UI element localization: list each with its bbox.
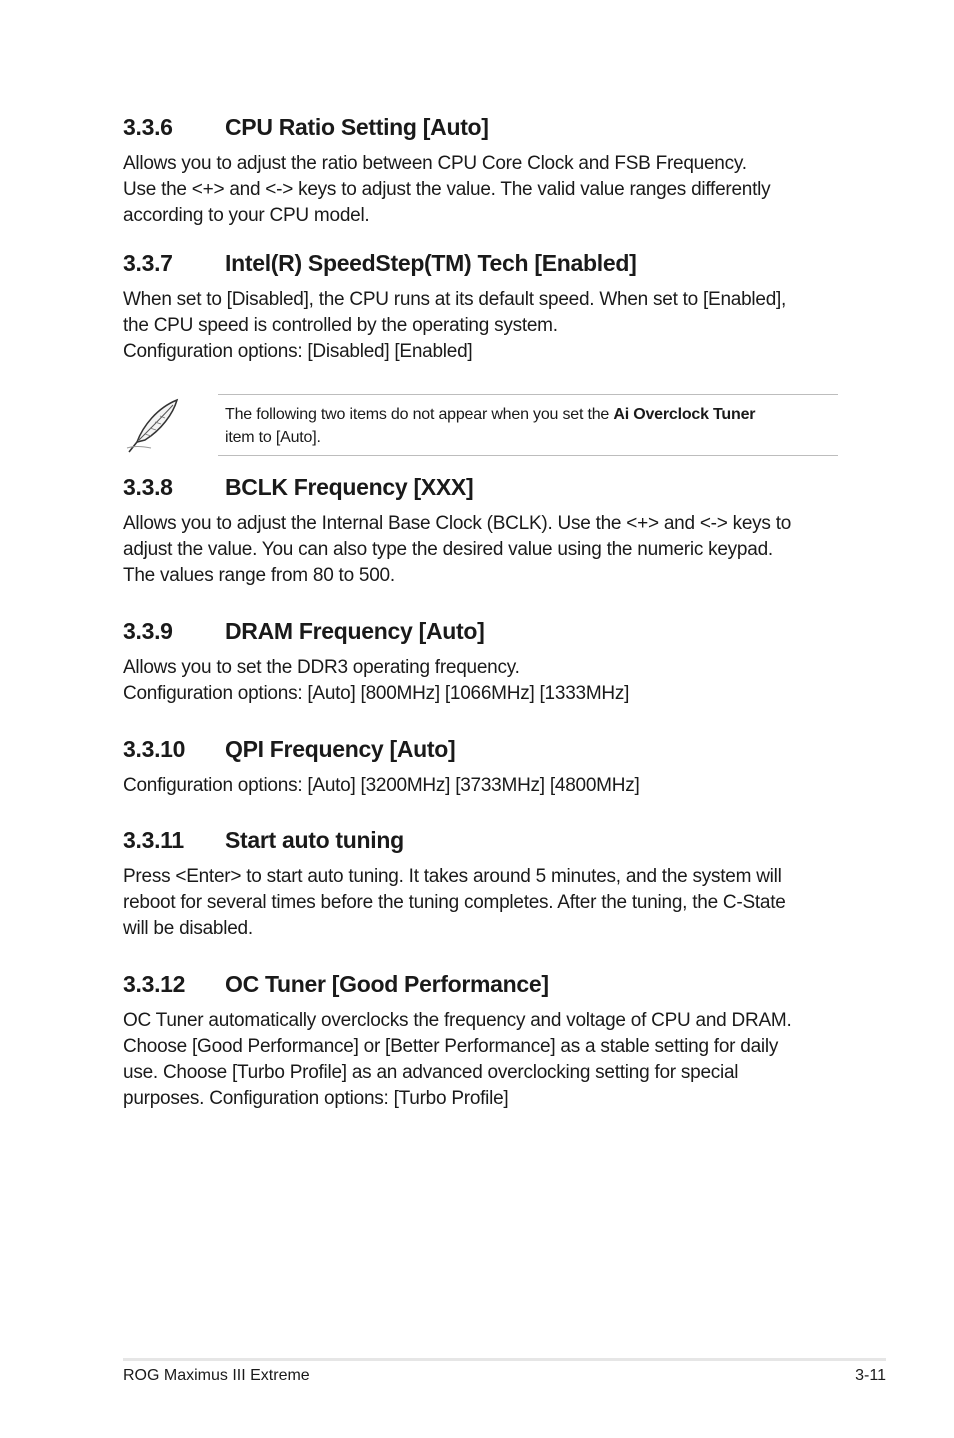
note-text-box [218, 394, 838, 456]
section-number: 3.3.10 [123, 736, 186, 762]
section-speedstep-tech [123, 249, 838, 365]
section-heading [123, 826, 838, 854]
section-body [123, 151, 838, 229]
section-number: 3.3.8 [123, 474, 173, 500]
body-line: reboot for several times before the tuning completes. After the tuning, the C-State [123, 892, 786, 913]
section-number: 3.3.9 [123, 618, 173, 644]
section-title: BCLK Frequency [XXX] [225, 474, 474, 500]
body-line: Configuration options: [Auto] [3200MHz] [3733MHz] [4800MHz] [123, 775, 640, 796]
section-body [123, 511, 838, 589]
section-body [123, 773, 838, 799]
section-heading [123, 249, 838, 277]
body-line: the CPU speed is controlled by the operating system. [123, 315, 558, 336]
body-line: Allows you to set the DDR3 operating frequency. [123, 657, 520, 678]
footer-divider [123, 1358, 886, 1361]
section-heading [123, 617, 838, 645]
section-heading [123, 735, 838, 763]
body-line: according to your CPU model. [123, 205, 370, 226]
section-number: 3.3.12 [123, 971, 186, 997]
body-line: Allows you to adjust the ratio between CPU Core Clock and FSB Frequency. [123, 153, 747, 174]
body-line: When set to [Disabled], the CPU runs at its default speed. When set to [Enabled], [123, 289, 787, 310]
body-line: use. Choose [Turbo Profile] as an advanced overclocking setting for special [123, 1062, 739, 1083]
section-heading [123, 473, 838, 501]
section-dram-frequency [123, 617, 838, 707]
body-line: Use the <+> and <-> keys to adjust the value. The valid value ranges differently [123, 179, 771, 200]
note-text-after: item to [Auto]. [225, 429, 321, 446]
body-line: purposes. Configuration options: [Turbo Profile] [123, 1088, 509, 1109]
feather-pen-icon [123, 396, 183, 456]
body-line: Configuration options: [Disabled] [Enabled] [123, 341, 473, 362]
section-title: Start auto tuning [225, 827, 404, 853]
body-line: OC Tuner automatically overclocks the frequency and voltage of CPU and DRAM. [123, 1010, 792, 1031]
section-body [123, 864, 838, 942]
section-number: 3.3.6 [123, 114, 173, 140]
section-number: 3.3.7 [123, 250, 173, 276]
body-line: Choose [Good Performance] or [Better Performance] as a stable setting for daily [123, 1036, 779, 1057]
section-title: DRAM Frequency [Auto] [225, 618, 485, 644]
section-title: CPU Ratio Setting [Auto] [225, 114, 489, 140]
section-body [123, 655, 838, 707]
section-heading [123, 113, 838, 141]
note-callout [123, 394, 838, 458]
note-text-bold: Ai Overclock Tuner [613, 406, 756, 423]
body-line: Configuration options: [Auto] [800MHz] [1066MHz] [1333MHz] [123, 683, 630, 704]
section-heading [123, 970, 838, 998]
section-title: QPI Frequency [Auto] [225, 736, 456, 762]
section-title: Intel(R) SpeedStep(TM) Tech [Enabled] [225, 250, 637, 276]
body-line: The values range from 80 to 500. [123, 565, 395, 586]
section-number: 3.3.11 [123, 827, 184, 853]
section-oc-tuner [123, 970, 838, 1112]
section-cpu-ratio-setting [123, 113, 838, 229]
section-title: OC Tuner [Good Performance] [225, 971, 549, 997]
body-line: adjust the value. You can also type the desired value using the numeric keypad. [123, 539, 773, 560]
section-body [123, 1008, 838, 1112]
note-text-before: The following two items do not appear when you set the [225, 406, 614, 423]
footer-product-name: ROG Maximus III Extreme [123, 1367, 310, 1384]
section-start-auto-tuning [123, 826, 838, 942]
body-line: Press <Enter> to start auto tuning. It takes around 5 minutes, and the system will [123, 866, 782, 887]
body-line: Allows you to adjust the Internal Base Clock (BCLK). Use the <+> and <-> keys to [123, 513, 792, 534]
section-body [123, 287, 838, 365]
footer-page-number: 3-11 [855, 1367, 886, 1384]
section-bclk-frequency [123, 473, 838, 589]
section-qpi-frequency [123, 735, 838, 799]
body-line: will be disabled. [123, 918, 253, 939]
